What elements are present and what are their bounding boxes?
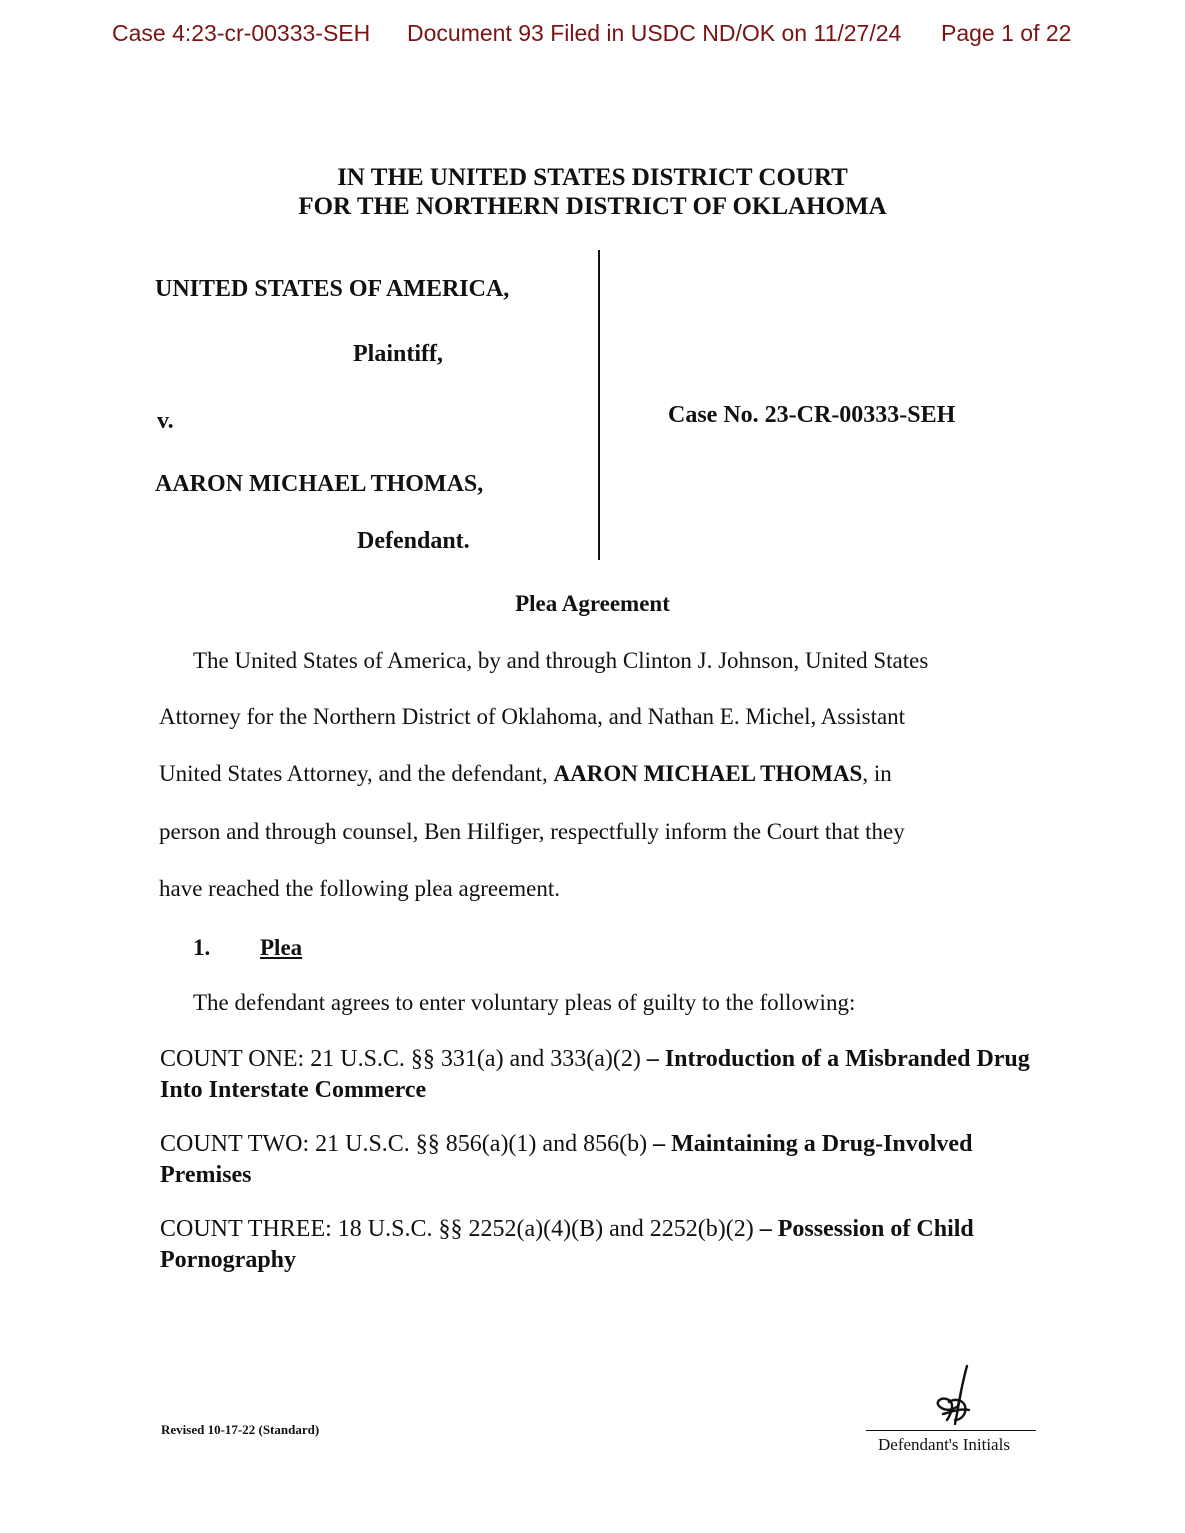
defendant-initials-label: Defendant's Initials — [878, 1435, 1010, 1454]
caption-divider — [598, 250, 600, 560]
document-title: Plea Agreement — [515, 591, 670, 616]
section-1-number: 1. — [193, 935, 211, 960]
count-three — [160, 1214, 1050, 1276]
revised-date: Revised 10-17-22 (Standard) — [161, 1422, 320, 1437]
intro-line-3-post: , in — [862, 761, 892, 786]
count-one-label: COUNT ONE: — [160, 1046, 305, 1072]
defendant-role: Defendant. — [357, 528, 470, 554]
section-1-heading: Plea — [260, 935, 303, 960]
count-one — [160, 1044, 1040, 1106]
count-three-description: – Possession of Child Pornography — [160, 1216, 974, 1273]
intro-line-4: person and through counsel, Ben Hilfiger, respectfully inform the Court that they — [159, 819, 905, 844]
plaintiff-name: UNITED STATES OF AMERICA, — [155, 276, 510, 302]
count-three-label: COUNT THREE: — [160, 1216, 332, 1242]
stamp-case-number: Case 4:23-cr-00333-SEH — [112, 20, 371, 46]
intro-line-5: have reached the following plea agreement. — [159, 876, 561, 901]
stamp-document-filing: Document 93 Filed in USDC ND/OK on 11/27/24 — [407, 20, 902, 46]
count-one-statute: 21 U.S.C. §§ 331(a) and 333(a)(2) — [310, 1046, 641, 1072]
intro-line-1: The United States of America, by and through Clinton J. Johnson, United States — [193, 648, 929, 673]
stamp-page-number: Page 1 of 22 — [941, 20, 1072, 46]
handwritten-initials-icon — [925, 1362, 985, 1432]
section-1-text: The defendant agrees to enter voluntary pleas of guilty to the following: — [193, 990, 856, 1015]
court-heading-line2: FOR THE NORTHERN DISTRICT OF OKLAHOMA — [298, 193, 887, 220]
count-one-description: – Introduction of a Misbranded Drug Into Interstate Commerce — [160, 1046, 1030, 1103]
intro-line-3-pre: United States Attorney, and the defendant, — [159, 761, 548, 786]
count-three-statute: 18 U.S.C. §§ 2252(a)(4)(B) and 2252(b)(2) — [337, 1216, 754, 1242]
count-two-label: COUNT TWO: — [160, 1131, 310, 1157]
case-number: Case No. 23-CR-00333-SEH — [668, 402, 956, 428]
intro-line-3 — [159, 761, 892, 787]
plaintiff-role: Plaintiff, — [353, 341, 443, 367]
count-two-statute: 21 U.S.C. §§ 856(a)(1) and 856(b) — [315, 1131, 648, 1157]
count-two — [160, 1129, 1040, 1191]
intro-defendant-name: AARON MICHAEL THOMAS — [553, 761, 863, 786]
court-heading-line1: IN THE UNITED STATES DISTRICT COURT — [337, 164, 848, 191]
defendant-name: AARON MICHAEL THOMAS, — [155, 471, 484, 497]
initials-line — [866, 1430, 1036, 1431]
intro-line-2: Attorney for the Northern District of Oklahoma, and Nathan E. Michel, Assistant — [159, 704, 906, 729]
count-two-description: – Maintaining a Drug-Involved Premises — [160, 1131, 973, 1188]
versus: v. — [157, 408, 174, 434]
